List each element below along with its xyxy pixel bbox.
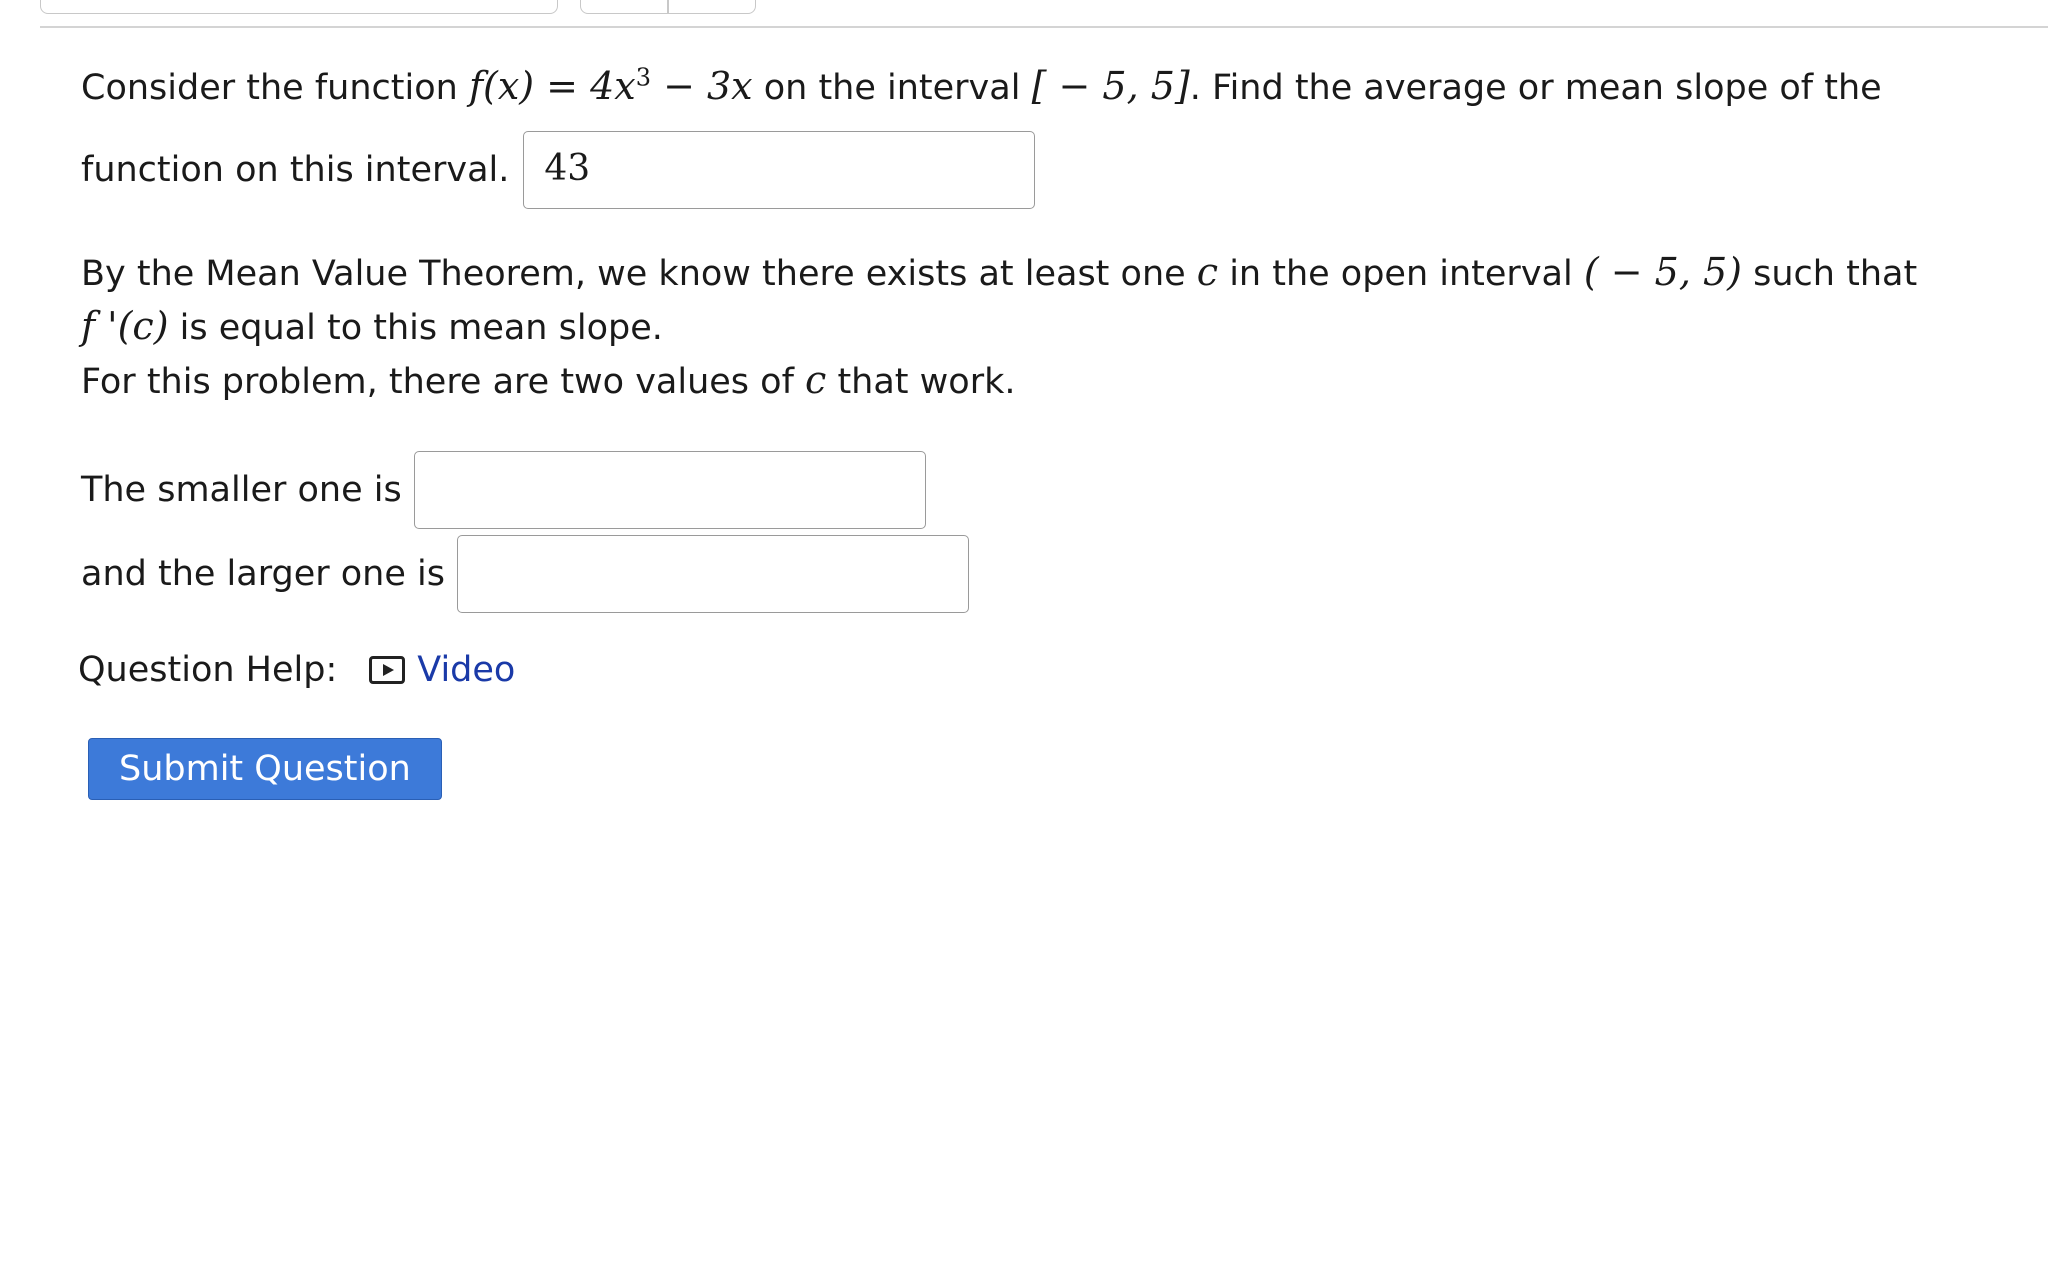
larger-c-input[interactable] xyxy=(457,535,969,613)
derivative-expression: f '(c) xyxy=(81,304,169,348)
smaller-c-input[interactable] xyxy=(414,451,926,529)
larger-c-row xyxy=(81,532,1981,616)
larger-c-label: and the larger one is xyxy=(81,554,445,594)
mean-slope-input[interactable]: 43 xyxy=(523,131,1035,209)
question-line-1: Consider the function $f(x) = 4x^3 - 3x$ on the interval [ − 5, 5]. Find the average or mean slope of the xyxy=(81,63,1882,108)
video-help-link[interactable] xyxy=(369,644,515,696)
question-help-label: Question Help: xyxy=(78,650,338,690)
interval-expression: [ − 5, 5] xyxy=(1031,64,1190,108)
video-link-label: Video xyxy=(417,650,516,690)
top-toolbar xyxy=(0,0,2048,30)
submit-question-button[interactable]: Submit Question xyxy=(88,738,442,800)
question-selector[interactable] xyxy=(40,0,558,14)
video-play-icon xyxy=(369,656,405,684)
question-help xyxy=(78,640,1981,700)
smaller-c-row xyxy=(81,448,1981,532)
question-line-2: function on this interval. 43 xyxy=(81,130,1981,210)
nav-divider xyxy=(667,0,669,13)
top-divider xyxy=(40,26,2048,28)
question-body xyxy=(78,60,1981,800)
smaller-c-label: The smaller one is xyxy=(81,470,402,510)
function-expression: $f(x) = 4x^3 - 3x$ xyxy=(468,63,753,108)
mvt-paragraph: By the Mean Value Theorem, we know there exists at least one c in the open interval ( − 5, 5) such that f '(c) is equal to this mean slope. For this problem, there are two values of c that work. xyxy=(81,250,1918,402)
navigation-buttons[interactable] xyxy=(580,0,756,14)
